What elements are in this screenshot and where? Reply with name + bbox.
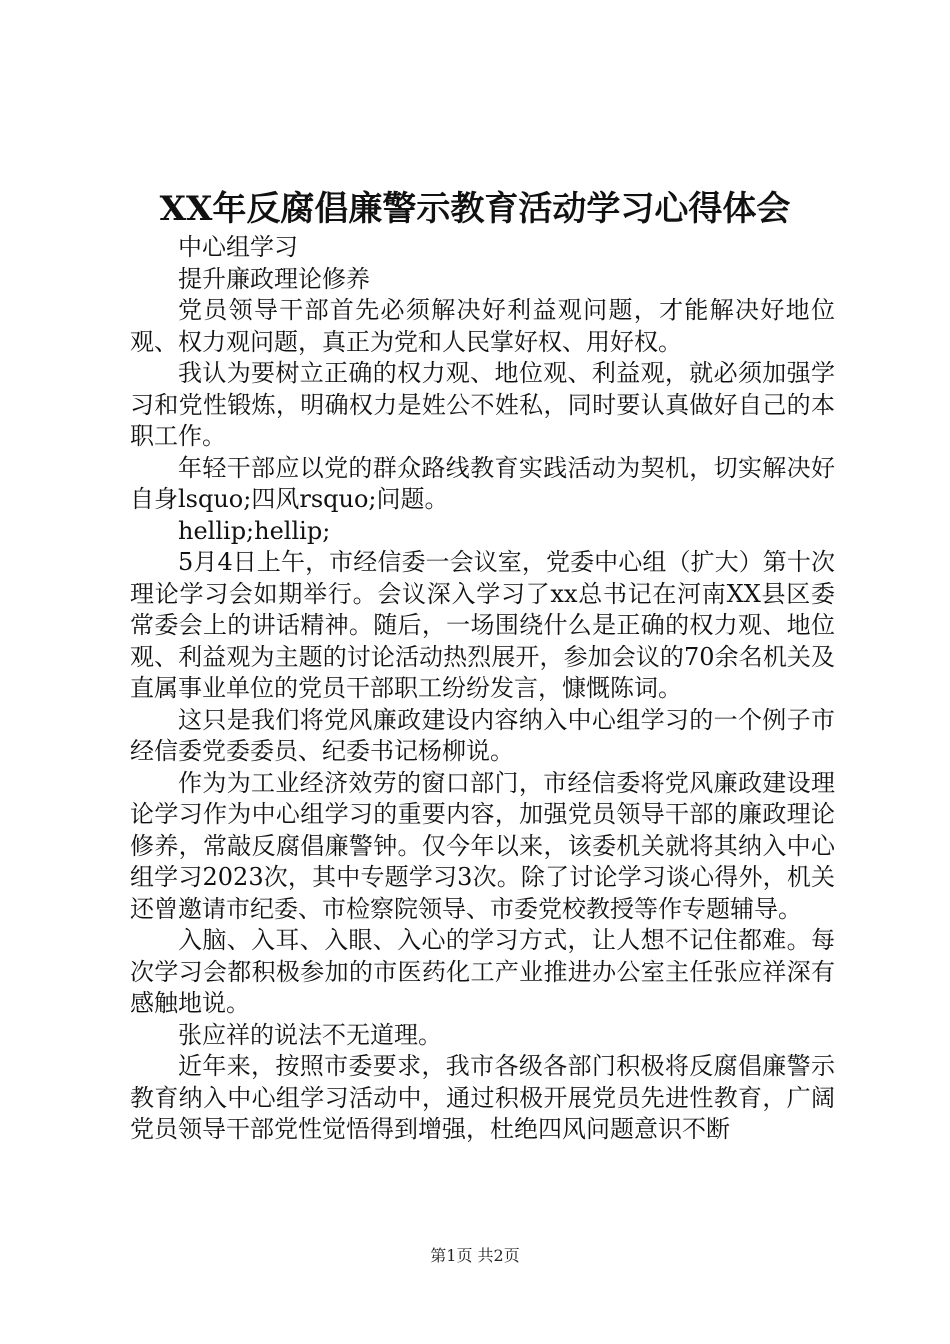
paragraph: 党员领导干部首先必须解决好利益观问题，才能解决好地位观、权力观问题，真正为党和人民掌好权、用好权。 xyxy=(130,296,835,356)
paragraph: 作为为工业经济效劳的窗口部门，市经信委将党风廉政建设理论学习作为中心组学习的重要内容，加强党员领导干部的廉政理论修养，常敲反腐倡廉警钟。仅今年以来，该委机关就将其纳入中心组学习2023次，其中专题学习3次。除了讨论学习谈心得外，机关还曾邀请市纪委、市检察院领导、市委党校教授等作专题辅导。 xyxy=(130,768,835,923)
paragraph-subheading: 提升廉政理论修养 xyxy=(178,264,370,293)
paragraph-heading-group: 中心组学习 xyxy=(178,233,298,261)
page-number-footer: 第1页 共2页 xyxy=(430,1246,520,1265)
document-title: XX年反腐倡廉警示教育活动学习心得体会 xyxy=(159,189,791,229)
paragraph: 年轻干部应以党的群众路线教育实践活动为契机，切实解决好自身lsquo;四风rsquo;问题。 xyxy=(130,453,835,513)
paragraph: 这只是我们将党风廉政建设内容纳入中心组学习的一个例子市经信委党委委员、纪委书记杨柳说。 xyxy=(130,705,835,765)
paragraph: 入脑、入耳、入眼、入心的学习方式，让人想不记住都难。每次学习会都积极参加的市医药化工产业推进办公室主任张应祥深有感触地说。 xyxy=(130,926,835,1017)
document-body xyxy=(130,232,835,1146)
paragraph: 近年来，按照市委要求，我市各级各部门积极将反腐倡廉警示教育纳入中心组学习活动中，通过积极开展党员先进性教育，广阔党员领导干部党性觉悟得到增强，杜绝四风问题意识不断 xyxy=(130,1052,835,1143)
paragraph: 5月4日上午，市经信委一会议室，党委中心组（扩大）第十次理论学习会如期举行。会议深入学习了xx总书记在河南XX县区委常委会上的讲话精神。随后，一场围绕什么是正确的权力观、地位观、利益观为主题的讨论活动热烈展开，参加会议的70余名机关及直属事业单位的党员干部职工纷纷发言，慷慨陈词。 xyxy=(130,548,835,702)
paragraph: 张应祥的说法不无道理。 xyxy=(178,1020,442,1049)
paragraph: 我认为要树立正确的权力观、地位观、利益观，就必须加强学习和党性锻炼，明确权力是姓公不姓私，同时要认真做好自己的本职工作。 xyxy=(130,359,835,450)
paragraph: hellip;hellip; xyxy=(178,516,331,545)
